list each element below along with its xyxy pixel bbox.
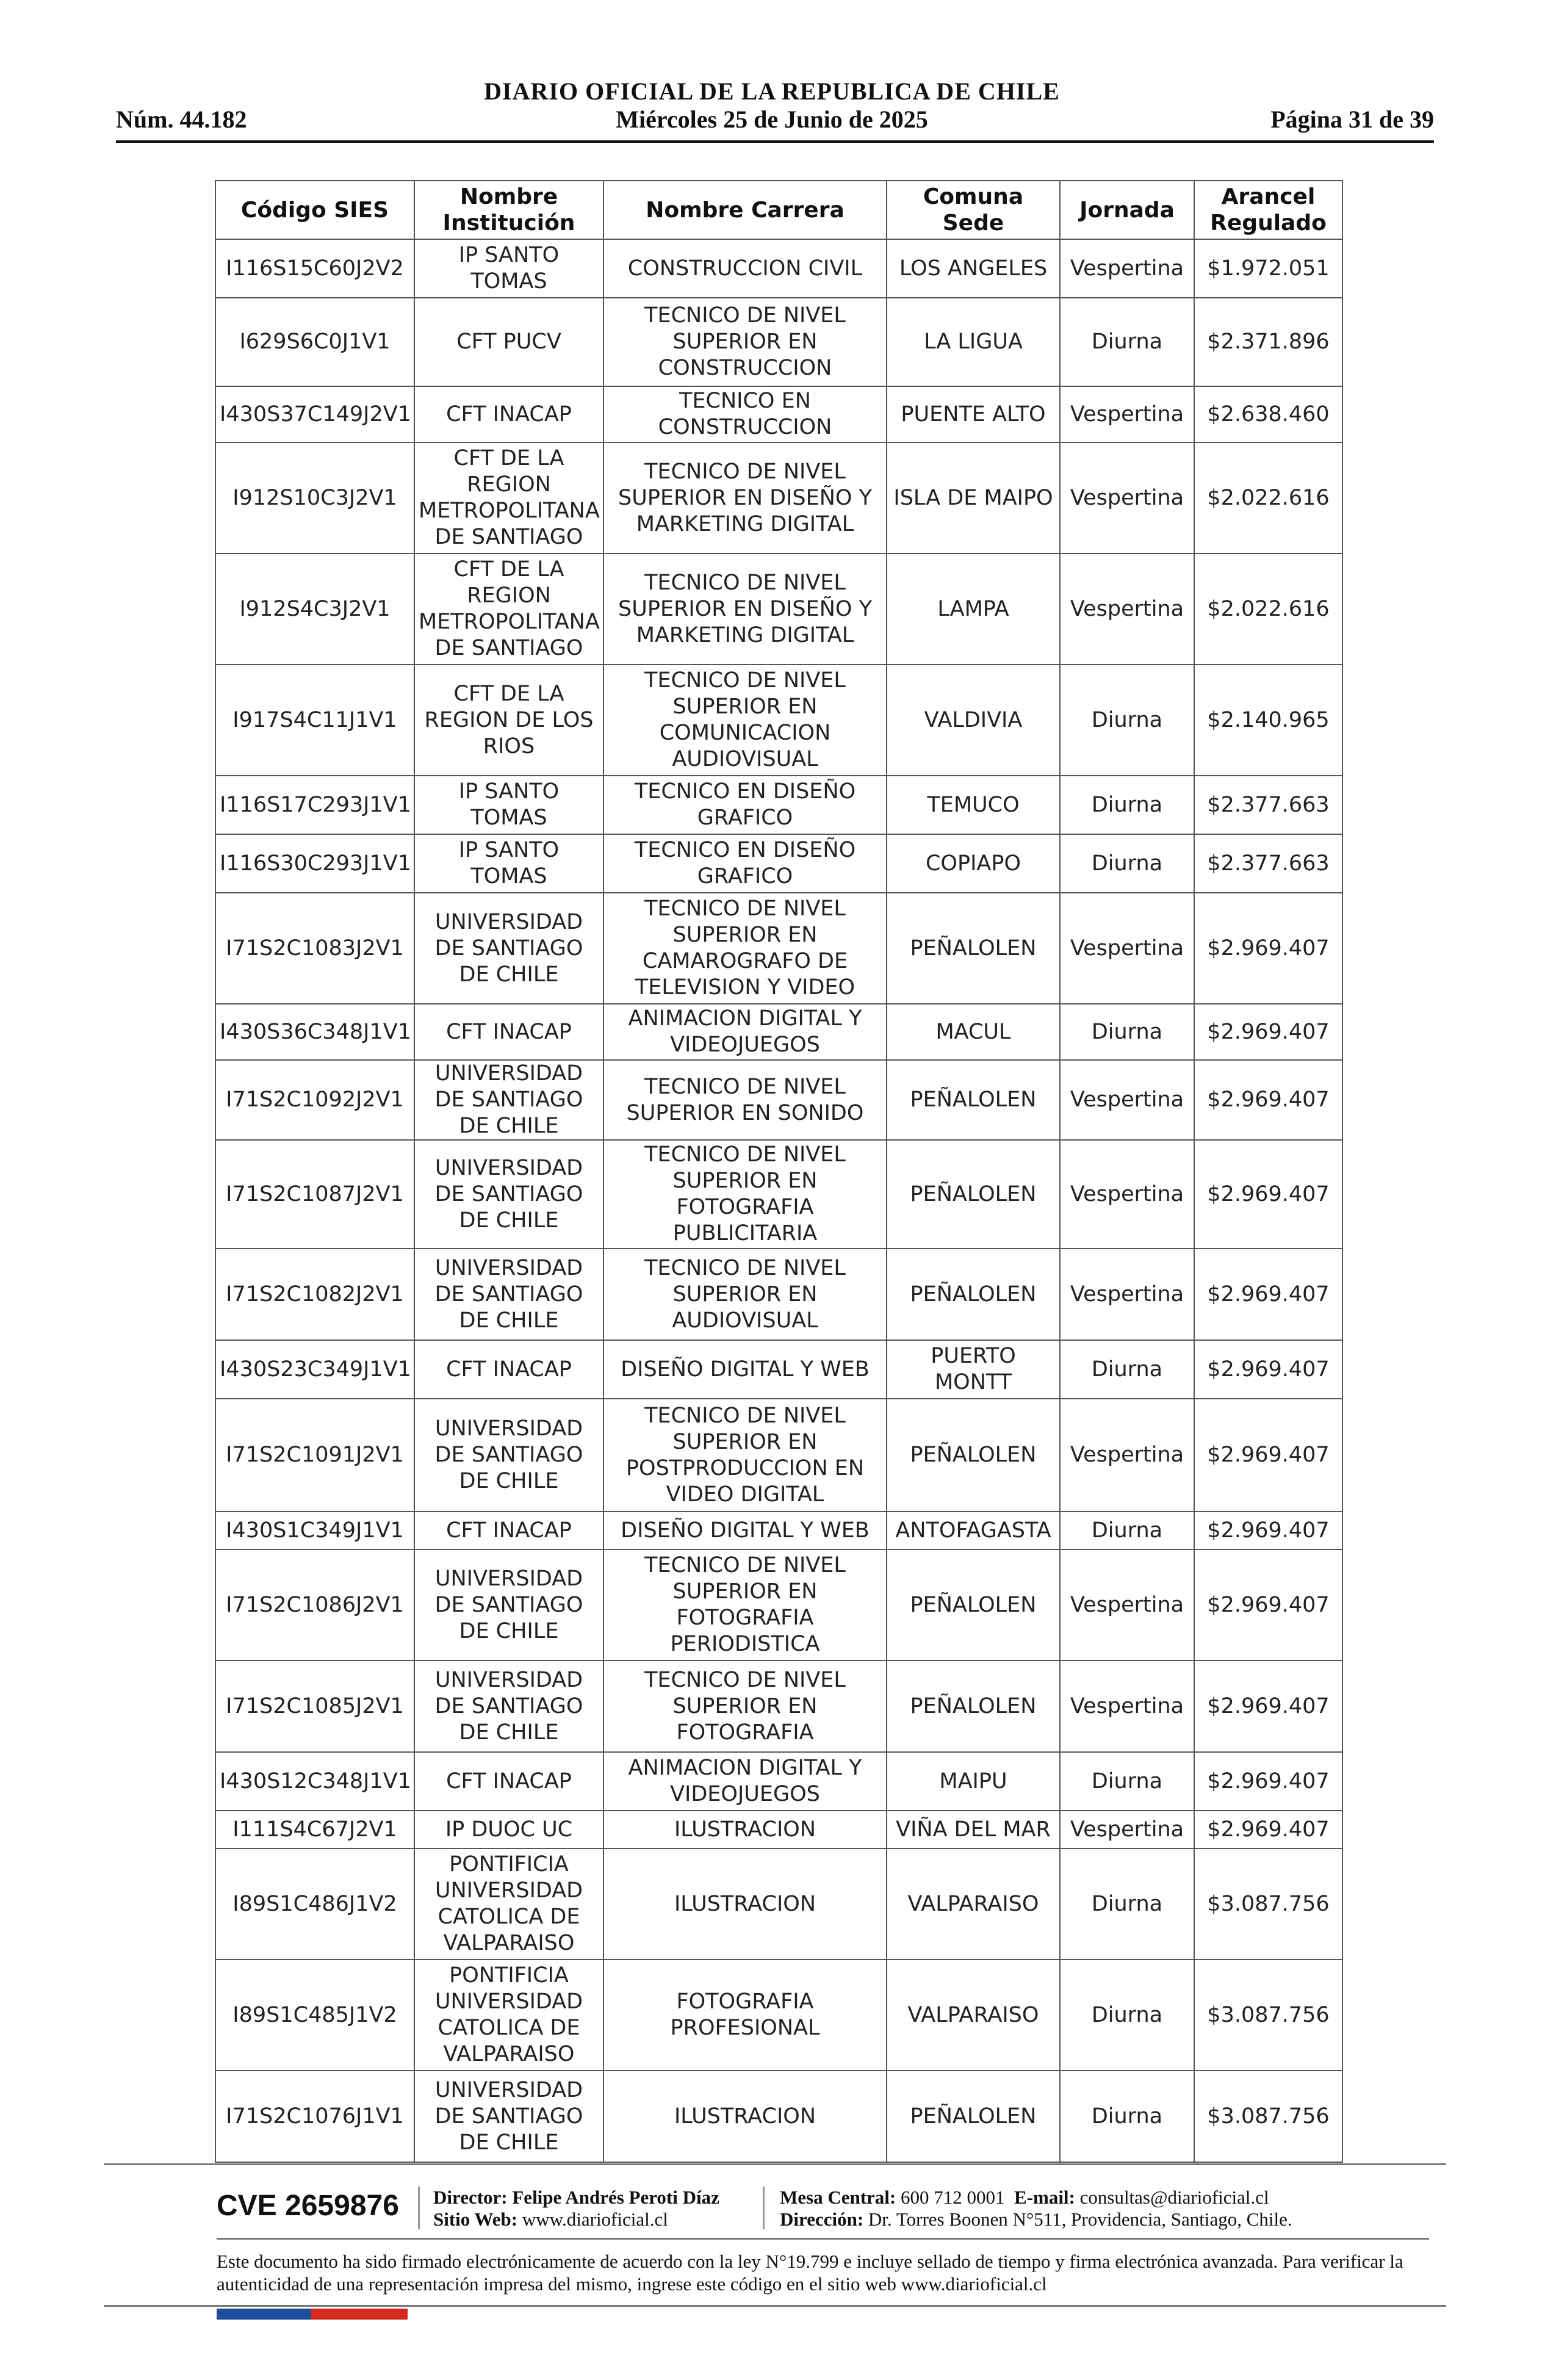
table-row [215, 1549, 1342, 1661]
cell-jornada: Diurna [1060, 1512, 1194, 1549]
cell-institucion: IP SANTO TOMAS [414, 834, 603, 893]
cell-carrera: TECNICO EN DISEÑO GRAFICO [603, 776, 887, 834]
cell-comuna: TEMUCO [887, 776, 1060, 834]
cell-arancel: $2.969.407 [1194, 893, 1342, 1004]
table-row [215, 1960, 1342, 2071]
cell-jornada: Vespertina [1060, 554, 1194, 665]
cell-comuna: VALDIVIA [887, 665, 1060, 776]
cell-arancel: $2.638.460 [1194, 386, 1342, 442]
director-name: Felipe Andrés Peroti Díaz [512, 2187, 719, 2208]
table-row [215, 1249, 1342, 1340]
cell-institucion: CFT INACAP [414, 386, 603, 442]
cell-institucion: UNIVERSIDAD DE SANTIAGO DE CHILE [414, 1140, 603, 1249]
table-row [215, 442, 1342, 554]
table-row [215, 1140, 1342, 1249]
cell-codigo: I430S37C149J2V1 [215, 386, 414, 442]
cell-carrera: TECNICO DE NIVEL SUPERIOR EN AUDIOVISUAL [603, 1249, 887, 1340]
header-rule [116, 140, 1434, 143]
cell-arancel: $2.969.407 [1194, 1661, 1342, 1752]
cell-arancel: $2.022.616 [1194, 442, 1342, 554]
cell-comuna: PEÑALOLEN [887, 1249, 1060, 1340]
cell-carrera: TECNICO DE NIVEL SUPERIOR EN DISEÑO Y MARKETING DIGITAL [603, 442, 887, 554]
cell-comuna: VALPARAISO [887, 1848, 1060, 1960]
direccion-value: Dr. Torres Boonen N°511, Providencia, Santiago, Chile. [868, 2209, 1292, 2230]
web-link[interactable]: www.diarioficial.cl [522, 2209, 668, 2230]
journal-title: DIARIO OFICIAL DE LA REPUBLICA DE CHILE [484, 78, 1060, 105]
cell-jornada: Diurna [1060, 1004, 1194, 1060]
cell-institucion: PONTIFICIA UNIVERSIDAD CATOLICA DE VALPARAISO [414, 1848, 603, 1960]
cell-jornada: Vespertina [1060, 386, 1194, 442]
cell-comuna: LAMPA [887, 554, 1060, 665]
cell-jornada: Diurna [1060, 1960, 1194, 2071]
col-header-carrera: Nombre Carrera [603, 181, 887, 239]
cell-institucion: UNIVERSIDAD DE SANTIAGO DE CHILE [414, 1060, 603, 1140]
cell-institucion: CFT INACAP [414, 1004, 603, 1060]
cell-institucion: CFT DE LA REGION METROPOLITANA DE SANTIAGO [414, 442, 603, 554]
table-row [215, 1512, 1342, 1549]
mesa-label: Mesa Central: [780, 2187, 896, 2208]
cell-codigo: I71S2C1087J2V1 [215, 1140, 414, 1249]
cell-arancel: $2.022.616 [1194, 554, 1342, 665]
cell-institucion: CFT DE LA REGION METROPOLITANA DE SANTIAGO [414, 554, 603, 665]
cell-codigo: I71S2C1082J2V1 [215, 1249, 414, 1340]
email-label: E-mail: [1014, 2187, 1075, 2208]
cell-codigo: I629S6C0J1V1 [215, 298, 414, 386]
cell-institucion: CFT PUCV [414, 298, 603, 386]
cell-carrera: ANIMACION DIGITAL Y VIDEOJUEGOS [603, 1752, 887, 1811]
col-header-institucion: Nombre Institución [414, 181, 603, 239]
cell-comuna: PEÑALOLEN [887, 2071, 1060, 2162]
cell-institucion: CFT DE LA REGION DE LOS RIOS [414, 665, 603, 776]
cell-institucion: UNIVERSIDAD DE SANTIAGO DE CHILE [414, 2071, 603, 2162]
cell-arancel: $2.969.407 [1194, 1140, 1342, 1249]
cell-jornada: Diurna [1060, 298, 1194, 386]
cell-institucion: PONTIFICIA UNIVERSIDAD CATOLICA DE VALPARAISO [414, 1960, 603, 2071]
cell-arancel: $2.140.965 [1194, 665, 1342, 776]
cell-codigo: I430S12C348J1V1 [215, 1752, 414, 1811]
cell-comuna: PEÑALOLEN [887, 1549, 1060, 1661]
aranceles-table [215, 180, 1343, 2163]
table-row [215, 665, 1342, 776]
cell-carrera: ILUSTRACION [603, 1848, 887, 1960]
cell-comuna: LA LIGUA [887, 298, 1060, 386]
cell-arancel: $2.371.896 [1194, 298, 1342, 386]
cell-carrera: TECNICO DE NIVEL SUPERIOR EN CONSTRUCCION [603, 298, 887, 386]
cell-comuna: PUENTE ALTO [887, 386, 1060, 442]
cell-codigo: I71S2C1091J2V1 [215, 1399, 414, 1512]
cell-institucion: UNIVERSIDAD DE SANTIAGO DE CHILE [414, 1399, 603, 1512]
cell-arancel: $2.969.407 [1194, 1399, 1342, 1512]
cell-comuna: PEÑALOLEN [887, 1661, 1060, 1752]
flag-stripe-red [311, 2309, 408, 2320]
footer-separator [418, 2187, 420, 2229]
issue-number: Núm. 44.182 [116, 106, 247, 133]
legal-notice: Este documento ha sido firmado electrónicamente de acuerdo con la ley N°19.799 e incluye sellado de tiempo y firma electrónica avanzada. Para verificar la autenticidad de una representación impresa del mismo, ingrese este código en el sitio web www.diarioficial.cl [217, 2251, 1403, 2295]
cell-institucion: IP SANTO TOMAS [414, 239, 603, 298]
cell-arancel: $2.969.407 [1194, 1060, 1342, 1140]
cell-institucion: UNIVERSIDAD DE SANTIAGO DE CHILE [414, 1249, 603, 1340]
table-row [215, 1340, 1342, 1399]
issue-date: Miércoles 25 de Junio de 2025 [616, 106, 928, 133]
cell-carrera: FOTOGRAFIA PROFESIONAL [603, 1960, 887, 2071]
table-row [215, 893, 1342, 1004]
col-header-arancel: Arancel Regulado [1194, 181, 1342, 239]
cell-carrera: ILUSTRACION [603, 2071, 887, 2162]
cell-comuna: PEÑALOLEN [887, 1060, 1060, 1140]
table-body [215, 239, 1342, 2162]
table-row [215, 834, 1342, 893]
cell-jornada: Vespertina [1060, 893, 1194, 1004]
cell-carrera: DISEÑO DIGITAL Y WEB [603, 1512, 887, 1549]
cell-arancel: $2.377.663 [1194, 834, 1342, 893]
cell-arancel: $2.969.407 [1194, 1752, 1342, 1811]
email-link[interactable]: consultas@diarioficial.cl [1079, 2187, 1269, 2208]
cell-jornada: Vespertina [1060, 1549, 1194, 1661]
cell-arancel: $2.969.407 [1194, 1549, 1342, 1661]
cell-codigo: I116S17C293J1V1 [215, 776, 414, 834]
mesa-value: 600 712 0001 [901, 2187, 1005, 2208]
cell-jornada: Diurna [1060, 776, 1194, 834]
cell-codigo: I116S15C60J2V2 [215, 239, 414, 298]
cell-codigo: I71S2C1086J2V1 [215, 1549, 414, 1661]
cell-jornada: Vespertina [1060, 1060, 1194, 1140]
cell-jornada: Vespertina [1060, 1811, 1194, 1848]
table-row [215, 1848, 1342, 1960]
col-header-comuna: Comuna Sede [887, 181, 1060, 239]
director-info [433, 2187, 719, 2230]
page-header [110, 72, 1434, 151]
direccion-label: Dirección: [780, 2209, 864, 2230]
web-label: Sitio Web: [433, 2209, 518, 2230]
page-number: Página 31 de 39 [1270, 106, 1434, 133]
cell-comuna: COPIAPO [887, 834, 1060, 893]
page-footer [104, 2163, 1446, 2328]
cell-arancel: $2.969.407 [1194, 1811, 1342, 1848]
cell-arancel: $3.087.756 [1194, 1848, 1342, 1960]
cell-arancel: $2.969.407 [1194, 1512, 1342, 1549]
cell-jornada: Diurna [1060, 1752, 1194, 1811]
cell-codigo: I912S4C3J2V1 [215, 554, 414, 665]
cell-codigo: I71S2C1076J1V1 [215, 2071, 414, 2162]
flag-stripe-blue [217, 2309, 311, 2320]
cell-comuna: VIÑA DEL MAR [887, 1811, 1060, 1848]
cell-carrera: ILUSTRACION [603, 1811, 887, 1848]
cell-institucion: UNIVERSIDAD DE SANTIAGO DE CHILE [414, 1549, 603, 1661]
cell-jornada: Diurna [1060, 1340, 1194, 1399]
cell-codigo: I430S1C349J1V1 [215, 1512, 414, 1549]
table-row [215, 1752, 1342, 1811]
cell-comuna: ANTOFAGASTA [887, 1512, 1060, 1549]
cell-carrera: ANIMACION DIGITAL Y VIDEOJUEGOS [603, 1004, 887, 1060]
cell-arancel: $1.972.051 [1194, 239, 1342, 298]
cell-arancel: $2.377.663 [1194, 776, 1342, 834]
cell-arancel: $3.087.756 [1194, 2071, 1342, 2162]
cell-institucion: UNIVERSIDAD DE SANTIAGO DE CHILE [414, 1661, 603, 1752]
cell-comuna: MACUL [887, 1004, 1060, 1060]
table-row [215, 239, 1342, 298]
cell-carrera: CONSTRUCCION CIVIL [603, 239, 887, 298]
cell-institucion: IP DUOC UC [414, 1811, 603, 1848]
cell-comuna: PEÑALOLEN [887, 1140, 1060, 1249]
cell-jornada: Vespertina [1060, 1399, 1194, 1512]
table-row [215, 386, 1342, 442]
cell-codigo: I71S2C1085J2V1 [215, 1661, 414, 1752]
cell-arancel: $2.969.407 [1194, 1340, 1342, 1399]
cell-jornada: Diurna [1060, 665, 1194, 776]
cell-jornada: Vespertina [1060, 1249, 1194, 1340]
table-row [215, 1399, 1342, 1512]
cell-comuna: VALPARAISO [887, 1960, 1060, 2071]
cell-codigo: I430S36C348J1V1 [215, 1004, 414, 1060]
footer-rule-top [104, 2163, 1446, 2165]
cell-carrera: TECNICO DE NIVEL SUPERIOR EN SONIDO [603, 1060, 887, 1140]
cell-carrera: TECNICO DE NIVEL SUPERIOR EN CAMAROGRAFO DE TELEVISION Y VIDEO [603, 893, 887, 1004]
table-row [215, 298, 1342, 386]
table-row [215, 2071, 1342, 2162]
cell-jornada: Vespertina [1060, 1140, 1194, 1249]
cell-institucion: CFT INACAP [414, 1752, 603, 1811]
cell-comuna: PUERTO MONTT [887, 1340, 1060, 1399]
cell-arancel: $2.969.407 [1194, 1249, 1342, 1340]
cve-code: CVE 2659876 [217, 2190, 399, 2222]
contact-info [780, 2187, 1292, 2230]
cell-codigo: I430S23C349J1V1 [215, 1340, 414, 1399]
footer-separator [763, 2187, 765, 2229]
cell-jornada: Vespertina [1060, 442, 1194, 554]
cell-codigo: I89S1C486J1V2 [215, 1848, 414, 1960]
cell-institucion: CFT INACAP [414, 1512, 603, 1549]
cell-jornada: Vespertina [1060, 1661, 1194, 1752]
cell-codigo: I71S2C1092J2V1 [215, 1060, 414, 1140]
cell-carrera: TECNICO DE NIVEL SUPERIOR EN POSTPRODUCCION EN VIDEO DIGITAL [603, 1399, 887, 1512]
cell-comuna: PEÑALOLEN [887, 893, 1060, 1004]
table-row [215, 554, 1342, 665]
table-row [215, 1060, 1342, 1140]
cell-arancel: $2.969.407 [1194, 1004, 1342, 1060]
cell-jornada: Vespertina [1060, 239, 1194, 298]
table-row [215, 1661, 1342, 1752]
cell-carrera: DISEÑO DIGITAL Y WEB [603, 1340, 887, 1399]
director-label: Director: [433, 2187, 508, 2208]
table-row [215, 1811, 1342, 1848]
cell-comuna: MAIPU [887, 1752, 1060, 1811]
cell-codigo: I912S10C3J2V1 [215, 442, 414, 554]
cell-comuna: LOS ANGELES [887, 239, 1060, 298]
footer-rule-bottom [104, 2305, 1446, 2307]
cell-comuna: PEÑALOLEN [887, 1399, 1060, 1512]
footer-rule-middle [217, 2238, 1429, 2240]
cell-institucion: UNIVERSIDAD DE SANTIAGO DE CHILE [414, 893, 603, 1004]
col-header-codigo: Código SIES [215, 181, 414, 239]
cell-codigo: I71S2C1083J2V1 [215, 893, 414, 1004]
cell-codigo: I111S4C67J2V1 [215, 1811, 414, 1848]
cell-arancel: $3.087.756 [1194, 1960, 1342, 2071]
table-row [215, 776, 1342, 834]
col-header-jornada: Jornada [1060, 181, 1194, 239]
cell-codigo: I116S30C293J1V1 [215, 834, 414, 893]
cell-jornada: Diurna [1060, 834, 1194, 893]
table-header-row [215, 181, 1342, 239]
cell-carrera: TECNICO DE NIVEL SUPERIOR EN FOTOGRAFIA [603, 1661, 887, 1752]
table-row [215, 1004, 1342, 1060]
cell-carrera: TECNICO EN CONSTRUCCION [603, 386, 887, 442]
cell-comuna: ISLA DE MAIPO [887, 442, 1060, 554]
cell-jornada: Diurna [1060, 1848, 1194, 1960]
cell-codigo: I89S1C485J1V2 [215, 1960, 414, 2071]
cell-institucion: CFT INACAP [414, 1340, 603, 1399]
cell-carrera: TECNICO DE NIVEL SUPERIOR EN FOTOGRAFIA PUBLICITARIA [603, 1140, 887, 1249]
cell-carrera: TECNICO DE NIVEL SUPERIOR EN COMUNICACION AUDIOVISUAL [603, 665, 887, 776]
cell-jornada: Diurna [1060, 2071, 1194, 2162]
cell-carrera: TECNICO EN DISEÑO GRAFICO [603, 834, 887, 893]
cell-codigo: I917S4C11J1V1 [215, 665, 414, 776]
cell-carrera: TECNICO DE NIVEL SUPERIOR EN DISEÑO Y MARKETING DIGITAL [603, 554, 887, 665]
cell-institucion: IP SANTO TOMAS [414, 776, 603, 834]
cell-carrera: TECNICO DE NIVEL SUPERIOR EN FOTOGRAFIA PERIODISTICA [603, 1549, 887, 1661]
